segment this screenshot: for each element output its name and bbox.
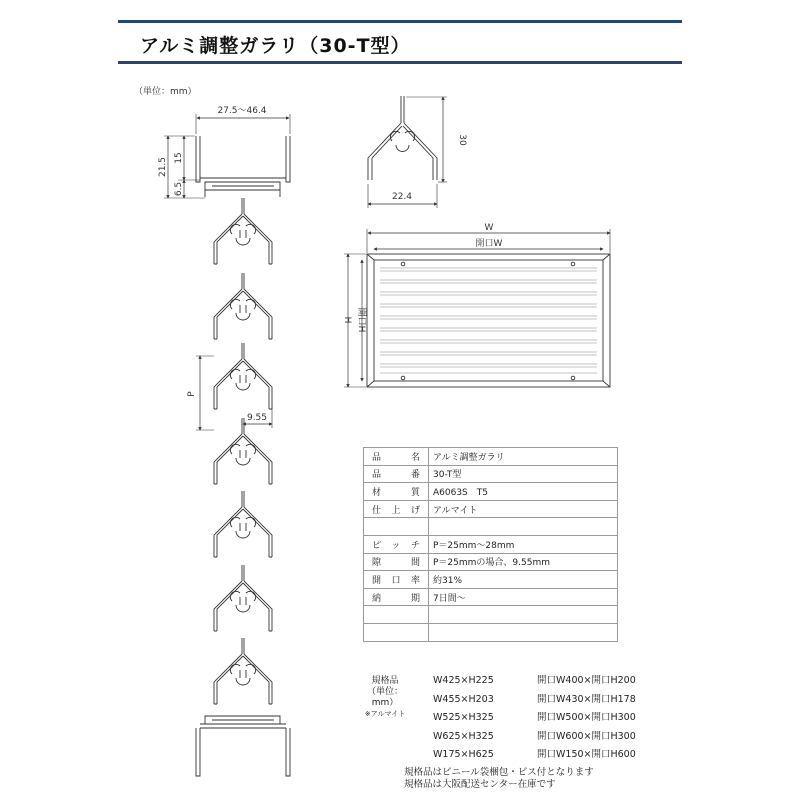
slat-profile-1	[214, 198, 272, 264]
spec-label: 仕上げ	[364, 500, 429, 518]
dim-height-lower: 6.5	[174, 181, 184, 197]
spec-row	[364, 588, 618, 606]
standard-opening: 開口W400×開口H200	[537, 675, 636, 686]
dim-height-total: 21.5	[158, 156, 168, 178]
dim-opening-height: 開口H	[356, 307, 366, 333]
front-elevation	[367, 254, 610, 387]
standard-size: W425×H225	[433, 675, 494, 686]
standard-opening: 開口W430×開口H178	[537, 693, 636, 705]
spec-value: A6063S T5	[429, 483, 618, 501]
standard-list	[433, 672, 636, 765]
slat-profile-6	[214, 565, 272, 631]
spec-label	[364, 606, 429, 624]
spec-label	[364, 518, 429, 536]
spec-label: 隙間	[364, 553, 429, 571]
page-title: アルミ調整ガラリ（30-T型）	[140, 35, 411, 57]
standard-size: W175×H625	[433, 749, 494, 760]
spec-value: 30-T型	[429, 465, 618, 483]
slat-profile-7	[214, 638, 272, 704]
dim-pitch: P	[187, 391, 197, 397]
standard-unit: （単位：mm）	[366, 687, 403, 708]
dim-top-width: 27.5〜46.4	[217, 106, 267, 116]
spec-value	[429, 623, 618, 641]
footer-note: 規格品はビニール袋梱包・ビス付となります	[404, 767, 594, 778]
spec-label	[364, 623, 429, 641]
dim-slat-width: 22.4	[391, 192, 413, 202]
dim-opening-width: 開口W	[475, 239, 503, 249]
spec-row	[364, 623, 618, 641]
spec-label: 品番	[364, 465, 429, 483]
footer-note: 規格品は大阪配送センター在庫です	[404, 779, 556, 790]
slat-detail	[368, 96, 437, 180]
dim-slat-height: 30	[457, 134, 467, 146]
spec-label: ピッチ	[364, 535, 429, 553]
list-item	[433, 691, 636, 710]
spec-value: 7日間〜	[429, 588, 618, 606]
dim-overall-height: H	[342, 316, 352, 324]
dim-height-upper: 15	[174, 152, 184, 164]
list-item	[433, 709, 636, 728]
standard-opening: 開口W500×開口H300	[537, 712, 636, 723]
spec-value: P＝25mm〜28mm	[429, 535, 618, 553]
spec-row	[364, 465, 618, 483]
section-frame-top	[196, 136, 290, 197]
standard-opening: 開口W150×開口H600	[537, 749, 636, 760]
spec-row	[364, 606, 618, 624]
slat-profile-3	[214, 343, 272, 409]
slat-profile-4	[214, 418, 272, 484]
footer-notes	[404, 767, 594, 791]
standard-note: ※アルマイト	[364, 710, 406, 718]
dim-gap: 9.55	[246, 413, 268, 423]
list-item	[433, 672, 636, 691]
standard-heading: 規格品	[371, 676, 399, 686]
slat-profile-5	[214, 491, 272, 557]
spec-value: 約31%	[429, 571, 618, 589]
standard-heading-block	[356, 676, 414, 720]
spec-row	[364, 571, 618, 589]
spec-label: 材質	[364, 483, 429, 501]
section-frame-bottom	[196, 716, 290, 776]
standard-size: W455×H203	[433, 693, 494, 705]
standard-size: W525×H325	[433, 712, 494, 723]
spec-label: 開口率	[364, 571, 429, 589]
spec-value	[429, 518, 618, 536]
dim-overall-width: W	[484, 223, 494, 233]
list-item	[433, 728, 636, 747]
spec-value	[429, 606, 618, 624]
standard-opening: 開口W600×開口H300	[537, 730, 636, 742]
spec-row	[364, 553, 618, 571]
spec-label: 納期	[364, 588, 429, 606]
unit-note: （単位：mm）	[134, 87, 197, 97]
spec-row	[364, 483, 618, 501]
spec-value: アルミ調整ガラリ	[429, 448, 618, 466]
standard-size: W625×H325	[433, 730, 494, 742]
spec-row	[364, 535, 618, 553]
spec-value: アルマイト	[429, 500, 618, 518]
spec-row	[364, 518, 618, 536]
spec-label: 品名	[364, 448, 429, 466]
list-item	[433, 746, 636, 765]
spec-row	[364, 448, 618, 466]
spec-value: P＝25mmの場合、9.55mm	[429, 553, 618, 571]
slat-profile-2	[214, 273, 272, 339]
spec-row	[364, 500, 618, 518]
spec-table	[363, 447, 618, 642]
